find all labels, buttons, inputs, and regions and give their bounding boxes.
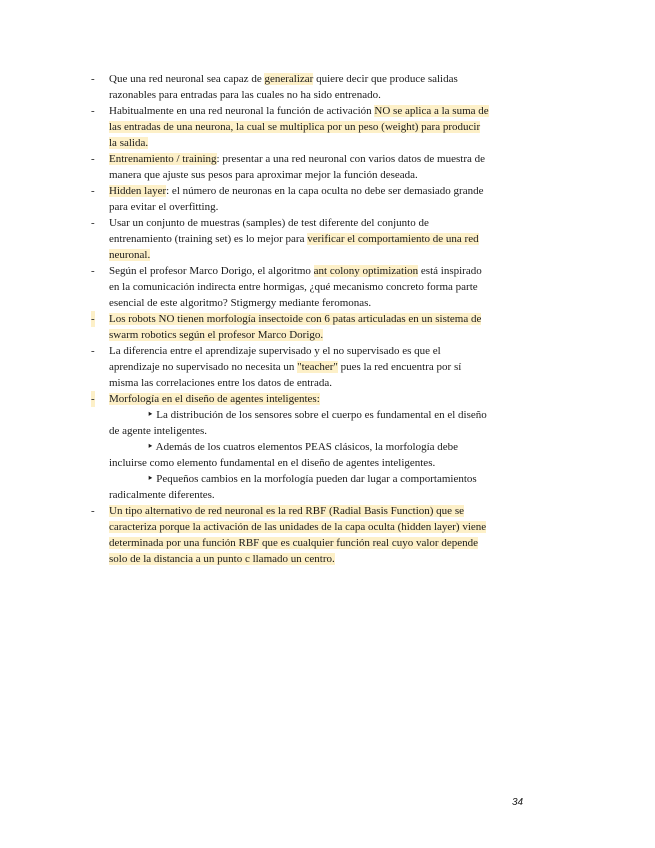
bullet-line bbox=[109, 119, 529, 135]
text-run: Usar un conjunto de muestras (samples) de test diferente del conjunto de bbox=[109, 217, 429, 229]
text-run: para evitar el overfitting. bbox=[109, 201, 219, 213]
sub-item-line: de agente inteligentes. bbox=[109, 425, 208, 437]
bullet-line bbox=[109, 375, 529, 391]
highlighted-text: caracteriza porque la activación de las unidades de la capa oculta (hidden layer) viene bbox=[109, 521, 487, 533]
text-run: Que una red neuronal sea capaz de bbox=[109, 73, 265, 85]
bullet-line bbox=[109, 391, 529, 407]
bullet-dash: - bbox=[91, 185, 95, 197]
highlighted-text: ant colony optimization bbox=[313, 265, 419, 277]
highlighted-text: Un tipo alternativo de red neuronal es la red RBF (Radial Basis Function) que se bbox=[109, 505, 464, 517]
text-run: en la comunicación indirecta entre hormigas, ¿qué mecanismo concreto forma parte bbox=[109, 281, 478, 293]
bullet-line bbox=[109, 247, 529, 263]
text-run: entrenamiento (training set) es lo mejor para bbox=[109, 233, 308, 245]
text-run: quiere decir que produce salidas bbox=[313, 73, 458, 85]
text-run: está inspirado bbox=[418, 265, 482, 277]
bullet-line bbox=[109, 343, 529, 359]
bullet-line bbox=[109, 167, 529, 183]
bullet-line bbox=[109, 359, 529, 375]
bullet-line bbox=[109, 183, 529, 199]
highlighted-text: solo de la distancia a un punto c llamado un centro. bbox=[109, 553, 335, 565]
bullet-dash: - bbox=[91, 217, 95, 229]
text-run: : presentar a una red neuronal con varios datos de muestra de bbox=[216, 153, 486, 165]
bullet-dash: - bbox=[91, 153, 95, 165]
bullet-dash: - bbox=[91, 265, 95, 277]
bullet-line bbox=[109, 503, 529, 519]
bullet-line bbox=[109, 535, 529, 551]
sub-item-line: radicalmente diferentes. bbox=[109, 489, 215, 501]
bullet-line bbox=[109, 263, 529, 279]
sub-item bbox=[109, 439, 529, 471]
highlighted-text: verificar el comportamiento de una red bbox=[307, 233, 479, 245]
text-run: manera que ajuste sus pesos para aproximar mejor la función deseada. bbox=[109, 169, 418, 181]
bullet-line bbox=[109, 295, 529, 311]
text-run: pues la red encuentra por sí bbox=[337, 361, 462, 373]
text-run: Según el profesor Marco Dorigo, el algoritmo bbox=[109, 265, 314, 277]
highlighted-text: la salida. bbox=[109, 137, 149, 149]
sub-item-line: incluirse como elemento fundamental en el diseño de agentes inteligentes. bbox=[109, 457, 436, 469]
bullet-line bbox=[109, 199, 529, 215]
bullet-line bbox=[109, 135, 529, 151]
sub-item-line: ‣ La distribución de los sensores sobre el cuerpo es fundamental en el diseño bbox=[147, 409, 487, 421]
text-run: razonables para entradas para las cuales no ha sido entrenado. bbox=[109, 89, 381, 101]
highlighted-text: "teacher" bbox=[297, 361, 338, 373]
sub-item bbox=[109, 407, 529, 439]
sub-item-line: ‣ Además de los cuatros elementos PEAS clásicos, la morfología debe bbox=[147, 441, 459, 453]
text-run: : el número de neuronas en la capa oculta no debe ser demasiado grande bbox=[166, 185, 484, 197]
text-run: misma las correlaciones entre los datos de entrada. bbox=[109, 377, 332, 389]
bullet-line bbox=[109, 151, 529, 167]
highlighted-text: NO se aplica a la suma de bbox=[374, 105, 489, 117]
bullet-line bbox=[109, 231, 529, 247]
page-number: 34 bbox=[512, 797, 524, 808]
highlighted-text: determinada por una función RBF que es cualquier función real cuyo valor depende bbox=[109, 537, 478, 549]
text-run: esencial de este algoritmo? Stigmergy mediante feromonas. bbox=[109, 297, 372, 309]
bullet-dash: - bbox=[91, 505, 95, 517]
highlighted-text: las entradas de una neurona, la cual se multiplica por un peso (weight) para producir bbox=[109, 121, 481, 133]
highlighted-text: Hidden layer bbox=[109, 185, 167, 197]
bullet-line bbox=[109, 279, 529, 295]
text-run: Habitualmente en una red neuronal la función de activación bbox=[109, 105, 375, 117]
text-run: aprendizaje no supervisado no necesita un bbox=[109, 361, 298, 373]
bullet-dash: - bbox=[91, 73, 95, 85]
bullet-line bbox=[109, 311, 529, 327]
bullet-line bbox=[109, 87, 529, 103]
bullet-dash: - bbox=[91, 313, 95, 325]
highlighted-text: Los robots NO tienen morfología insectoide con 6 patas articuladas en un sistema de bbox=[109, 313, 482, 325]
sub-item bbox=[109, 471, 529, 503]
bullet-dash: - bbox=[91, 345, 95, 357]
highlighted-text: swarm robotics según el profesor Marco Dorigo. bbox=[109, 329, 324, 341]
sub-item-line: ‣ Pequeños cambios en la morfología pueden dar lugar a comportamientos bbox=[147, 473, 477, 485]
bullet-line bbox=[109, 71, 529, 87]
highlighted-text: Entrenamiento / training bbox=[109, 153, 217, 165]
bullet-dash: - bbox=[91, 393, 95, 405]
bullet-line bbox=[109, 519, 529, 535]
text-run: La diferencia entre el aprendizaje supervisado y el no supervisado es que el bbox=[109, 345, 441, 357]
highlighted-text: neuronal. bbox=[109, 249, 151, 261]
highlighted-text: Morfología en el diseño de agentes inteligentes: bbox=[109, 393, 320, 405]
bullet-line bbox=[109, 103, 529, 119]
highlighted-text: generalizar bbox=[264, 73, 314, 85]
bullet-line bbox=[109, 327, 529, 343]
bullet-dash: - bbox=[91, 105, 95, 117]
bullet-line bbox=[109, 215, 529, 231]
bullet-line bbox=[109, 551, 529, 567]
